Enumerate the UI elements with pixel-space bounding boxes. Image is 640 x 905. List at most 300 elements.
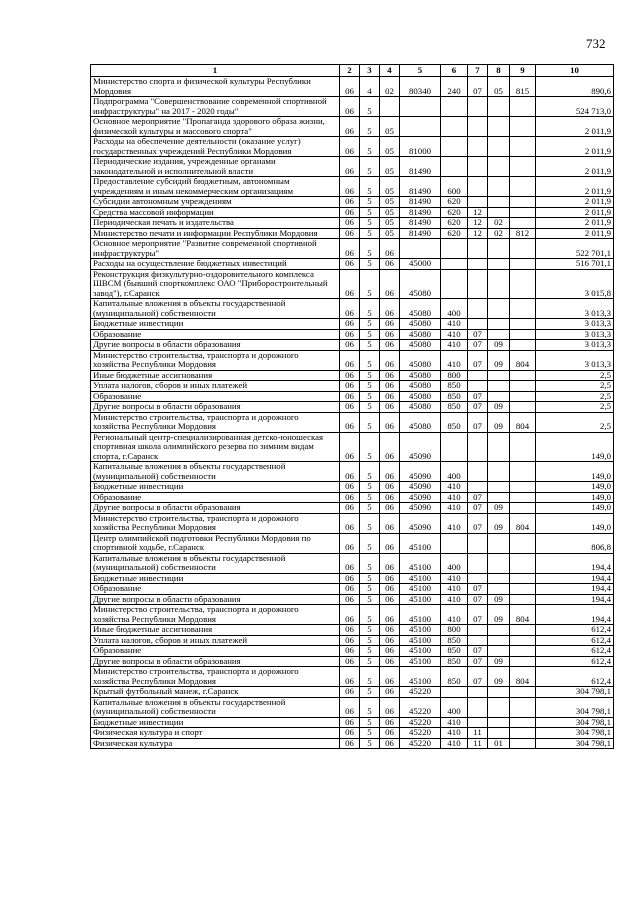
row-code-3: 5 [360,717,380,728]
row-code-4: 05 [380,137,400,157]
row-code-2: 06 [340,97,360,117]
row-code-4: 06 [380,381,400,392]
header-cell: 7 [468,65,488,77]
row-code-9 [510,697,536,717]
row-code-7 [468,117,488,137]
row-code-8 [488,381,510,392]
table-row [91,197,614,208]
row-code-3: 5 [360,553,380,573]
row-code-2: 06 [340,340,360,351]
table-row [91,319,614,330]
row-name: Другие вопросы в области образования [91,656,340,667]
row-code-2: 06 [340,605,360,625]
row-code-9 [510,402,536,413]
row-code-4: 06 [380,259,400,270]
row-code-9 [510,177,536,197]
row-amount: 806,8 [536,533,614,553]
row-amount: 2 011,9 [536,137,614,157]
row-name: Иные бюджетные ассигнования [91,625,340,636]
row-code-4: 05 [380,207,400,218]
row-code-3: 5 [360,687,380,698]
row-code-7 [468,635,488,646]
row-amount: 304 798,1 [536,738,614,749]
row-amount: 149,0 [536,513,614,533]
row-code-5: 45080 [400,299,441,319]
table-row [91,370,614,381]
row-name: Образование [91,391,340,402]
table-row [91,117,614,137]
row-code-8 [488,635,510,646]
row-amount: 2,5 [536,381,614,392]
row-name: Уплата налогов, сборов и иных платежей [91,635,340,646]
row-code-7 [468,553,488,573]
row-code-8 [488,625,510,636]
row-code-7: 07 [468,646,488,657]
header-row [91,65,614,77]
table-row [91,687,614,698]
row-code-7 [468,370,488,381]
row-code-7: 12 [468,228,488,239]
row-code-7 [468,197,488,208]
row-code-7: 07 [468,503,488,514]
row-code-6 [441,687,468,698]
row-code-3: 5 [360,738,380,749]
row-name: Крытый футбольный манеж, г.Саранск [91,687,340,698]
table-row [91,259,614,270]
table-row [91,350,614,370]
row-code-4: 06 [380,573,400,584]
row-amount: 194,4 [536,573,614,584]
row-code-4: 06 [380,269,400,299]
row-amount: 149,0 [536,503,614,514]
row-code-3: 5 [360,594,380,605]
row-code-8 [488,462,510,482]
row-code-5: 45080 [400,340,441,351]
row-code-7: 07 [468,605,488,625]
row-amount: 2 011,9 [536,228,614,239]
row-code-3: 5 [360,340,380,351]
row-code-7: 07 [468,667,488,687]
row-code-4: 06 [380,370,400,381]
table-row [91,157,614,177]
row-code-8 [488,97,510,117]
row-code-8: 09 [488,667,510,687]
row-code-8 [488,687,510,698]
table-row [91,656,614,667]
row-amount: 194,4 [536,553,614,573]
row-code-2: 06 [340,259,360,270]
table-row [91,738,614,749]
row-code-6: 410 [441,728,468,739]
row-code-7: 07 [468,391,488,402]
row-code-5: 45220 [400,697,441,717]
row-code-3: 5 [360,584,380,595]
row-code-5: 45080 [400,350,441,370]
row-amount: 304 798,1 [536,687,614,698]
row-code-2: 06 [340,329,360,340]
row-code-7: 07 [468,340,488,351]
row-code-2: 06 [340,299,360,319]
row-code-3: 5 [360,319,380,330]
row-code-6: 620 [441,228,468,239]
row-code-5: 45100 [400,594,441,605]
row-code-3: 5 [360,381,380,392]
row-code-6: 410 [441,350,468,370]
row-code-6: 410 [441,329,468,340]
row-code-8: 09 [488,340,510,351]
row-code-6 [441,97,468,117]
row-code-3: 5 [360,299,380,319]
row-name: Средства массовой информации [91,207,340,218]
row-code-4: 06 [380,412,400,432]
row-amount: 890,6 [536,77,614,97]
table-row [91,513,614,533]
row-amount: 2 011,9 [536,177,614,197]
row-code-7 [468,157,488,177]
row-code-3: 5 [360,228,380,239]
row-code-2: 06 [340,402,360,413]
row-amount: 149,0 [536,432,614,462]
row-code-8: 09 [488,503,510,514]
row-code-7: 07 [468,513,488,533]
row-code-5: 45080 [400,412,441,432]
row-code-7 [468,573,488,584]
row-amount: 3 013,3 [536,319,614,330]
table-row [91,97,614,117]
row-name: Физическая культура [91,738,340,749]
row-code-2: 06 [340,503,360,514]
row-code-5: 45090 [400,432,441,462]
row-code-6: 850 [441,656,468,667]
table-row [91,340,614,351]
row-name: Основное мероприятие "Развитие современной спортивной инфраструктуры" [91,239,340,259]
row-code-4: 05 [380,197,400,208]
row-code-2: 06 [340,646,360,657]
row-code-9 [510,259,536,270]
row-code-7: 07 [468,492,488,503]
row-code-8 [488,646,510,657]
row-code-8: 01 [488,738,510,749]
row-code-3: 5 [360,207,380,218]
row-code-6: 400 [441,299,468,319]
row-code-5: 45080 [400,402,441,413]
row-code-3: 5 [360,329,380,340]
row-code-2: 06 [340,228,360,239]
row-code-9: 804 [510,412,536,432]
row-code-9 [510,573,536,584]
table-row [91,605,614,625]
row-code-2: 06 [340,77,360,97]
row-code-5: 45090 [400,513,441,533]
row-name: Бюджетные инвестиции [91,319,340,330]
row-code-2: 06 [340,432,360,462]
table-row [91,553,614,573]
row-code-3: 5 [360,259,380,270]
row-name: Министерство строительства, транспорта и дорожного хозяйства Республики Мордовия [91,605,340,625]
row-code-9 [510,370,536,381]
row-code-3: 5 [360,239,380,259]
row-code-5: 45220 [400,687,441,698]
row-code-2: 06 [340,197,360,208]
row-code-2: 06 [340,117,360,137]
header-cell: 10 [536,65,614,77]
row-code-3: 5 [360,573,380,584]
row-code-6: 800 [441,625,468,636]
row-code-4: 06 [380,646,400,657]
row-code-6 [441,533,468,553]
row-code-9 [510,269,536,299]
row-code-8 [488,533,510,553]
row-code-6: 410 [441,717,468,728]
row-code-4: 06 [380,728,400,739]
row-code-9 [510,625,536,636]
row-code-5: 45080 [400,370,441,381]
row-name: Бюджетные инвестиции [91,717,340,728]
table-body [91,77,614,749]
row-amount: 612,4 [536,635,614,646]
row-code-4: 06 [380,329,400,340]
row-code-4: 05 [380,218,400,229]
row-code-7 [468,259,488,270]
row-amount: 522 701,1 [536,239,614,259]
table-row [91,77,614,97]
row-code-6: 850 [441,402,468,413]
row-code-3: 5 [360,503,380,514]
row-code-8 [488,573,510,584]
row-code-8 [488,197,510,208]
header-cell: 3 [360,65,380,77]
table-row [91,228,614,239]
row-code-3: 5 [360,432,380,462]
row-code-7 [468,625,488,636]
row-code-2: 06 [340,533,360,553]
row-amount: 524 713,0 [536,97,614,117]
row-code-7 [468,239,488,259]
row-code-6: 620 [441,218,468,229]
row-code-3: 5 [360,137,380,157]
row-code-8: 09 [488,412,510,432]
row-code-5: 45100 [400,656,441,667]
row-code-4: 06 [380,656,400,667]
table-row [91,329,614,340]
row-code-5: 81490 [400,177,441,197]
row-code-3: 5 [360,656,380,667]
row-code-9 [510,207,536,218]
header-cell: 4 [380,65,400,77]
row-code-4: 06 [380,667,400,687]
row-code-7: 07 [468,402,488,413]
row-code-9: 812 [510,228,536,239]
row-code-9 [510,299,536,319]
row-code-5: 81490 [400,197,441,208]
row-code-9 [510,553,536,573]
row-amount: 304 798,1 [536,728,614,739]
row-amount: 2 011,9 [536,207,614,218]
table-row [91,533,614,553]
row-code-3: 5 [360,218,380,229]
row-code-6 [441,269,468,299]
row-code-4: 05 [380,157,400,177]
row-code-2: 06 [340,667,360,687]
row-code-4: 06 [380,717,400,728]
row-name: Капитальные вложения в объекты государственной (муниципальной) собственности [91,553,340,573]
row-code-9 [510,687,536,698]
row-code-2: 06 [340,462,360,482]
row-code-6: 400 [441,697,468,717]
row-name: Предоставление субсидий бюджетным, автономным учреждениям и иным некоммерческим организациям [91,177,340,197]
row-code-4: 06 [380,432,400,462]
row-code-2: 06 [340,207,360,218]
row-code-2: 06 [340,381,360,392]
table-row [91,625,614,636]
row-code-2: 06 [340,594,360,605]
row-code-3: 5 [360,117,380,137]
row-code-6: 410 [441,594,468,605]
row-code-4: 06 [380,625,400,636]
row-name: Другие вопросы в области образования [91,503,340,514]
row-code-6: 410 [441,513,468,533]
row-name: Министерство спорта и физической культуры Республики Мордовия [91,77,340,97]
table-row [91,432,614,462]
row-code-3: 5 [360,635,380,646]
row-code-9 [510,197,536,208]
row-amount: 612,4 [536,656,614,667]
row-code-4: 06 [380,482,400,493]
row-name: Министерство строительства, транспорта и дорожного хозяйства Республики Мордовия [91,513,340,533]
row-name: Министерство строительства, транспорта и дорожного хозяйства Республики Мордовия [91,667,340,687]
row-code-6: 600 [441,177,468,197]
row-code-8 [488,239,510,259]
row-code-5: 45220 [400,717,441,728]
row-code-7 [468,462,488,482]
row-code-7: 11 [468,728,488,739]
row-code-4: 06 [380,319,400,330]
row-code-8 [488,728,510,739]
row-code-8 [488,117,510,137]
row-code-2: 06 [340,391,360,402]
row-code-5: 45100 [400,646,441,657]
row-name: Министерство строительства, транспорта и дорожного хозяйства Республики Мордовия [91,412,340,432]
row-code-5: 45100 [400,533,441,553]
row-code-7: 07 [468,412,488,432]
row-code-2: 06 [340,635,360,646]
row-code-7 [468,533,488,553]
row-name: Образование [91,492,340,503]
row-code-8 [488,492,510,503]
row-amount: 2 011,9 [536,157,614,177]
row-code-4: 06 [380,533,400,553]
row-code-7 [468,177,488,197]
row-code-6: 410 [441,340,468,351]
row-code-5 [400,239,441,259]
row-code-5: 81490 [400,218,441,229]
row-code-4: 06 [380,738,400,749]
row-code-7: 07 [468,77,488,97]
row-code-8: 09 [488,350,510,370]
row-code-9 [510,391,536,402]
row-code-3: 5 [360,350,380,370]
row-code-5: 45000 [400,259,441,270]
row-code-5: 81490 [400,157,441,177]
row-code-4: 02 [380,77,400,97]
row-name: Капитальные вложения в объекты государственной (муниципальной) собственности [91,462,340,482]
row-code-4: 06 [380,594,400,605]
row-code-6 [441,259,468,270]
row-code-6: 850 [441,412,468,432]
row-code-9 [510,117,536,137]
row-code-6: 850 [441,635,468,646]
row-code-9: 804 [510,667,536,687]
row-code-9 [510,319,536,330]
row-code-4: 06 [380,605,400,625]
row-code-6 [441,239,468,259]
row-code-6: 850 [441,646,468,657]
row-amount: 194,4 [536,594,614,605]
row-name: Физическая культура и спорт [91,728,340,739]
row-code-8: 09 [488,605,510,625]
row-code-4: 06 [380,402,400,413]
header-cell: 2 [340,65,360,77]
row-name: Основное мероприятие "Пропаганда здорового образа жизни, физической культуры и массового спорта" [91,117,340,137]
row-code-7 [468,137,488,157]
row-code-4: 06 [380,635,400,646]
row-code-9 [510,157,536,177]
header-cell: 6 [441,65,468,77]
row-amount: 149,0 [536,482,614,493]
row-name: Периодические издания, учрежденные органами законодательной и исполнительной власти [91,157,340,177]
table-row [91,462,614,482]
row-name: Расходы на обеспечение деятельности (оказание услуг) государственных учреждений Республики Мордовия [91,137,340,157]
table-row [91,728,614,739]
row-code-6: 410 [441,584,468,595]
row-code-7 [468,319,488,330]
row-name: Бюджетные инвестиции [91,482,340,493]
row-code-5: 45080 [400,319,441,330]
row-code-3: 5 [360,269,380,299]
row-code-9 [510,503,536,514]
row-code-8: 09 [488,513,510,533]
row-code-6: 410 [441,605,468,625]
row-code-8: 09 [488,402,510,413]
row-code-6: 850 [441,667,468,687]
row-code-5: 45080 [400,381,441,392]
row-name: Капитальные вложения в объекты государственной (муниципальной) собственности [91,697,340,717]
row-code-8 [488,584,510,595]
row-code-9 [510,738,536,749]
row-code-9 [510,381,536,392]
row-code-8 [488,177,510,197]
row-code-2: 06 [340,370,360,381]
row-code-2: 06 [340,687,360,698]
row-code-2: 06 [340,728,360,739]
row-code-5: 45090 [400,462,441,482]
row-code-8 [488,482,510,493]
row-code-9 [510,656,536,667]
row-code-2: 06 [340,218,360,229]
row-amount: 612,4 [536,667,614,687]
table-row [91,269,614,299]
row-code-5: 81490 [400,207,441,218]
row-code-9: 804 [510,513,536,533]
row-code-9 [510,635,536,646]
row-amount: 612,4 [536,646,614,657]
row-code-3: 5 [360,97,380,117]
table-row [91,299,614,319]
row-code-9 [510,137,536,157]
row-amount: 194,4 [536,584,614,595]
row-code-3: 5 [360,391,380,402]
row-name: Образование [91,329,340,340]
